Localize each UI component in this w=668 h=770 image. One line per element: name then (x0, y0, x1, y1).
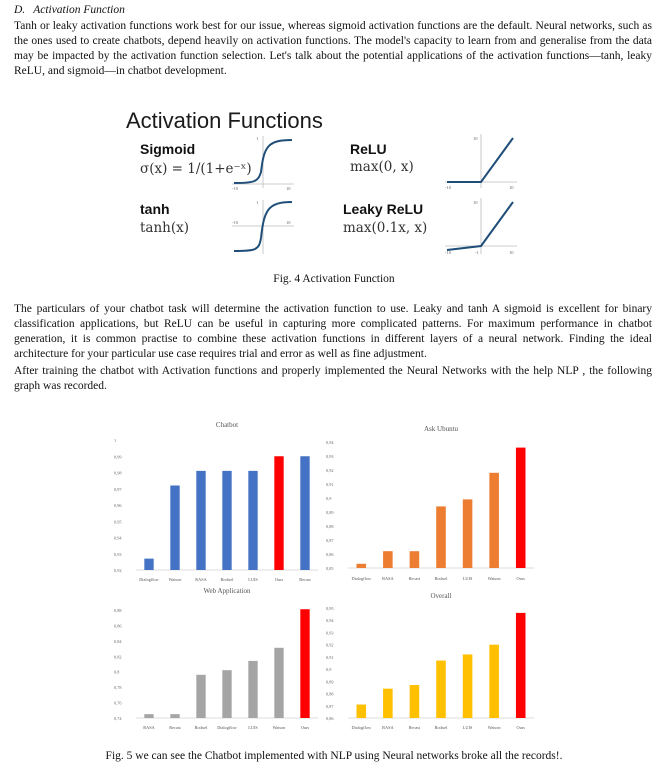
bar-luis (248, 661, 257, 718)
bar-recast (410, 685, 420, 718)
y-tick-label: 0,82 (114, 654, 122, 660)
y-tick-label: 0,76 (114, 700, 122, 706)
y-tick-label: 0,98 (114, 470, 122, 476)
y-tick-label: 0,74 (114, 716, 122, 721)
sigmoid-one-tick: 1 (256, 136, 259, 141)
bar-rasa (196, 471, 205, 570)
x-tick-label: RASA (195, 577, 207, 582)
x-tick-label: Ours (274, 577, 284, 582)
figure-5-caption: Fig. 5 we can see the Chatbot implemented with NLP using Neural networks broke all the records!. (105, 750, 563, 762)
x-tick-label: RASA (382, 576, 394, 581)
sigmoid-neg-tick: -10 (232, 186, 238, 191)
y-tick-label: 0,88 (326, 691, 334, 697)
chart-title: Chatbot (215, 421, 239, 429)
bar-luis (463, 499, 473, 568)
x-tick-label: Dialogflow (217, 725, 237, 730)
x-tick-label: Recast (408, 576, 421, 581)
tanh-label: tanh (140, 201, 170, 217)
relu-neg-tick: -10 (445, 185, 451, 190)
y-tick-label: 0,89 (326, 679, 334, 685)
y-tick-label: 0,9 (326, 667, 332, 673)
y-tick-label: 0,97 (114, 486, 122, 492)
y-tick-label: 0,86 (326, 716, 334, 721)
leaky-pos-tick: 10 (509, 250, 514, 255)
y-tick-label: 0,88 (326, 524, 334, 529)
y-tick-label: 0,95 (114, 519, 122, 525)
section-number: D. (14, 4, 26, 16)
y-tick-label: 0,95 (326, 606, 334, 611)
y-tick-label: 0,87 (326, 538, 334, 543)
leaky-relu-plot (443, 196, 519, 258)
y-tick-label: 0,94 (326, 618, 334, 624)
bar-dialogflow (357, 564, 367, 568)
x-tick-label: Watson (168, 577, 182, 582)
relu-label: ReLU (350, 141, 387, 157)
bar-watson (274, 648, 283, 718)
y-tick-label: 0,88 (114, 608, 122, 613)
bar-recast (410, 551, 420, 568)
sigmoid-formula: σ(x) = 1/(1+e⁻ˣ) (140, 161, 252, 177)
y-tick-label: 0,86 (326, 552, 334, 557)
tanh-pos-tick: 10 (286, 220, 291, 225)
y-tick-label: 0,91 (326, 654, 334, 660)
chart-title: Ask Ubuntu (423, 425, 459, 433)
x-tick-label: Botfuel (220, 577, 234, 582)
x-tick-label: LUIS (248, 577, 258, 582)
chart-title: Overall (430, 592, 452, 600)
chart-title: Web Application (203, 587, 251, 595)
leaky-relu-formula: max(0.1x, x) (343, 220, 428, 236)
y-tick-label: 0,84 (114, 638, 122, 644)
bar-ours (274, 456, 283, 570)
x-tick-label: Ours (516, 725, 525, 730)
bar-watson (489, 645, 499, 718)
leaky-neg-one-tick: -1 (475, 250, 479, 255)
bar-rasa (383, 689, 393, 718)
y-tick-label: 0,93 (326, 454, 334, 459)
relu-pos-tick: 10 (509, 185, 514, 190)
x-tick-label: Botfuel (194, 725, 208, 730)
section-heading (14, 4, 125, 16)
sigmoid-pos-tick: 10 (286, 186, 291, 191)
section-title: Activation Function (33, 4, 125, 16)
y-tick-label: 0,92 (326, 468, 334, 473)
paragraph-intro: Tanh or leaky activation functions work best for our issue, whereas sigmoid activation functions are the default. Neural networks, such as the ones used to create chatbots, depend heavily on activation functions. The model's capacity to learn from and generalise from the data may be impacted by the activation function selection. Let's talk about the potential applications of the activation functions—tanh, leaky ReLU, and sigmoid—in chatbot development. (14, 20, 652, 77)
chart-ask-ubuntu (324, 418, 540, 592)
chart-overall (324, 584, 540, 740)
bar-recast (170, 714, 179, 718)
x-tick-label: Recast (408, 725, 421, 730)
x-tick-label: Ours (300, 725, 310, 730)
y-tick-label: 0,9 (326, 496, 332, 501)
x-tick-label: RASA (143, 725, 155, 730)
x-tick-label: Watson (272, 725, 286, 730)
relu-formula: max(0, x) (350, 159, 414, 175)
y-tick-label: 0,96 (114, 503, 122, 508)
tanh-plot (230, 196, 296, 256)
leaky-top-tick: 10 (473, 200, 478, 205)
y-tick-label: 0,93 (114, 551, 122, 557)
chart-chatbot (112, 418, 324, 592)
bar-ours (300, 609, 309, 718)
bar-luis (463, 654, 473, 718)
x-tick-label: LUIS (462, 576, 473, 581)
bar-recast (300, 456, 309, 570)
y-tick-label: 0,91 (326, 482, 334, 487)
x-tick-label: Recast (169, 725, 181, 730)
tanh-neg-tick: -10 (232, 220, 238, 225)
y-tick-label: 1 (114, 438, 117, 443)
paragraph-choice: The particulars of your chatbot task will determine the activation function to use. Leaky and tanh A sigmoid is excellent for binary classification applications, but ReLU can be useful in capturing more complicated patterns. For maximum performance in chatbot generation, it is common practise to combine these activation functions in different layers of a neural network. Finding the ideal architecture for your particular use case requires trial and error as well as fine adjustment. (14, 303, 652, 360)
bar-dialogflow (222, 670, 231, 718)
x-tick-label: Dialogflow (139, 577, 159, 582)
bar-watson (489, 473, 499, 568)
figure-4-caption: Fig. 4 Activation Function (273, 273, 395, 285)
leaky-neg-tick: -10 (445, 250, 451, 255)
leaky-relu-label: Leaky ReLU (343, 201, 424, 217)
x-tick-label: Watson (487, 576, 501, 581)
y-tick-label: 0,85 (326, 566, 334, 571)
x-tick-label: Recast (299, 577, 311, 582)
x-tick-label: Ours (516, 576, 525, 581)
bar-botfuel (436, 661, 446, 718)
relu-plot (443, 132, 519, 192)
bar-botfuel (222, 471, 231, 570)
activation-functions-figure (118, 104, 538, 269)
y-tick-label: 0,87 (326, 703, 334, 709)
y-tick-label: 0,93 (326, 630, 334, 636)
chart-web-application (112, 584, 324, 740)
bar-ours (516, 448, 526, 568)
sigmoid-label: Sigmoid (140, 141, 196, 157)
x-tick-label: LUIS (462, 725, 473, 730)
y-tick-label: 0,99 (114, 454, 122, 460)
bar-luis (248, 471, 257, 570)
x-tick-label: LUIS (248, 725, 258, 730)
x-tick-label: Watson (487, 725, 501, 730)
bar-rasa (144, 714, 153, 718)
figure-title: Activation Functions (126, 108, 323, 133)
x-tick-label: Botfuel (434, 725, 448, 730)
y-tick-label: 0,86 (114, 623, 122, 629)
y-tick-label: 0,92 (326, 642, 334, 648)
y-tick-label: 0,8 (114, 669, 120, 675)
y-tick-label: 0,94 (114, 535, 122, 541)
bar-dialogflow (144, 559, 153, 570)
relu-top-tick: 10 (473, 136, 478, 141)
x-tick-label: RASA (382, 725, 394, 730)
bar-watson (170, 486, 179, 571)
tanh-formula: tanh(x) (140, 220, 190, 236)
bar-dialogflow (357, 705, 367, 718)
bar-rasa (383, 551, 393, 568)
y-tick-label: 0,92 (114, 568, 122, 573)
paragraph-results: After training the chatbot with Activation functions and properly implemented the Neural Networks with the help NLP , the following graph was recorded. (14, 365, 652, 392)
bar-botfuel (436, 506, 446, 568)
x-tick-label: Dialogflow (351, 725, 372, 730)
y-tick-label: 0,94 (326, 440, 334, 445)
tanh-one-tick: 1 (256, 200, 259, 205)
x-tick-label: Botfuel (434, 576, 448, 581)
bar-botfuel (196, 675, 205, 718)
y-tick-label: 0,78 (114, 685, 122, 691)
bar-ours (516, 613, 526, 718)
sigmoid-plot (230, 132, 296, 192)
x-tick-label: Dialogflow (351, 576, 372, 581)
y-tick-label: 0,89 (326, 510, 334, 515)
